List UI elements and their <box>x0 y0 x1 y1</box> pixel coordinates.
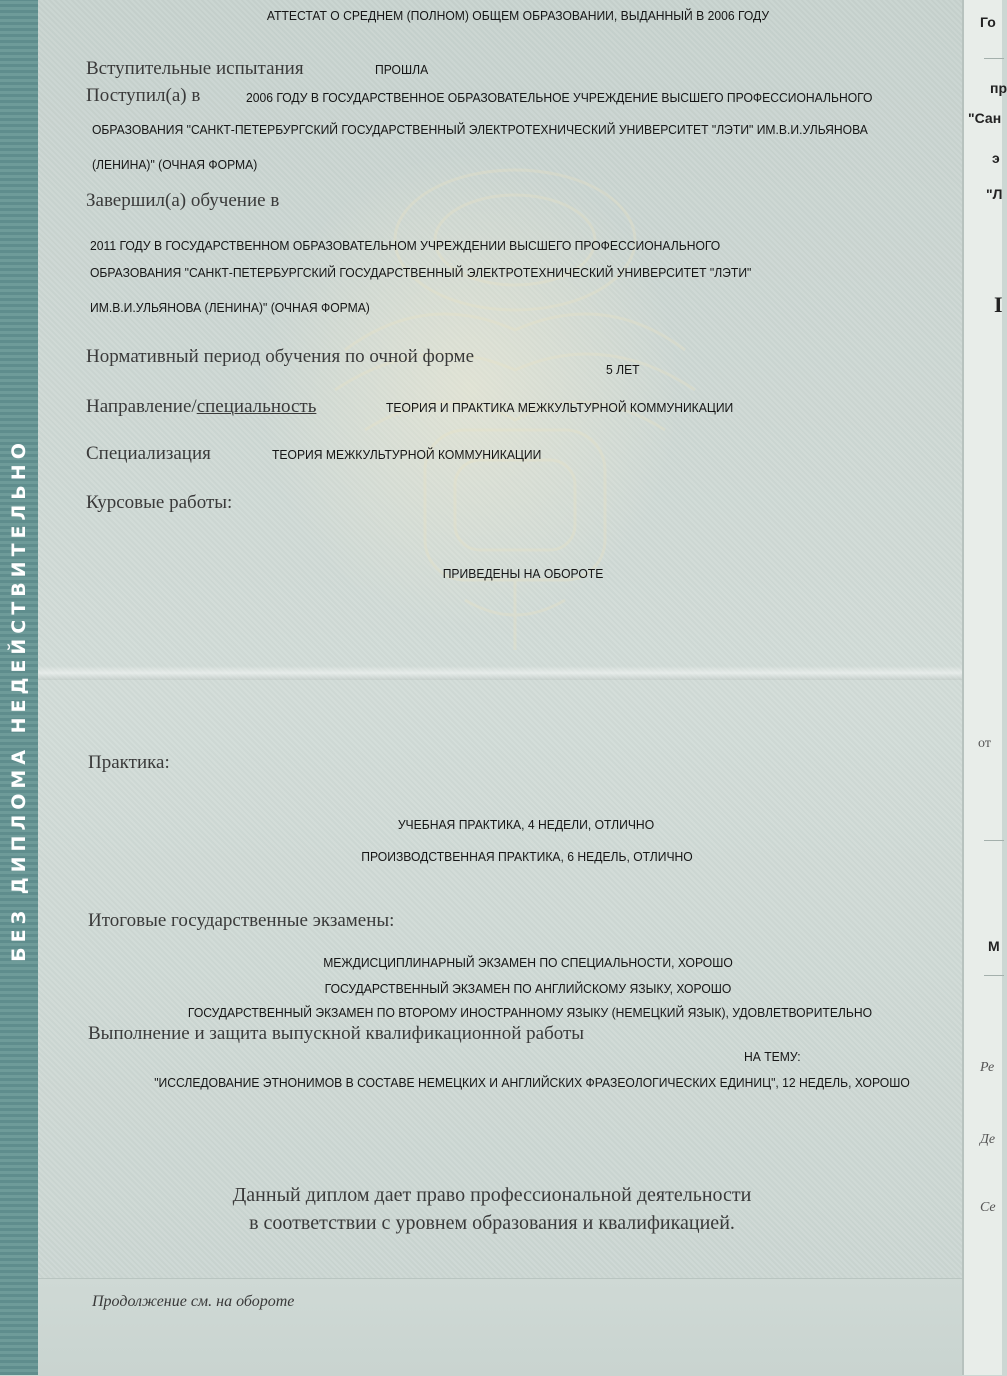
rights-line-1: Данный диплом дает право профессиональной деятельности <box>232 1184 752 1206</box>
side-strip-text: БЕЗ ДИПЛОМА НЕДЕЙСТВИТЕЛЬНО <box>8 438 30 962</box>
enrolled-line-2: ОБРАЗОВАНИЯ "САНКТ-ПЕТЕРБУРГСКИЙ ГОСУДАРСТВЕННЫЙ ЭЛЕКТРОТЕХНИЧЕСКИЙ УНИВЕРСИТЕТ "ЛЭТИ" ИМ.В.И.УЛЬЯНОВА <box>92 122 868 137</box>
specialization-label: Специализация <box>86 443 211 464</box>
facing-page-edge <box>962 0 1007 1375</box>
facing-page-fragment: Ре <box>980 1060 995 1075</box>
facing-page-fragment: от <box>978 736 991 751</box>
continued-note: Продолжение см. на обороте <box>92 1293 295 1310</box>
facing-page-fragment: I <box>994 292 1003 317</box>
facing-page-fragment: М <box>988 938 1000 954</box>
period-label: Нормативный период обучения по очной форме <box>86 346 475 367</box>
enrolled-line-1: 2006 ГОДУ В ГОСУДАРСТВЕННОЕ ОБРАЗОВАТЕЛЬНОЕ УЧРЕЖДЕНИЕ ВЫСШЕГО ПРОФЕССИОНАЛЬНОГО <box>246 90 873 105</box>
period-value: 5 ЛЕТ <box>606 362 640 377</box>
practice-item: ПРОИЗВОДСТВЕННАЯ ПРАКТИКА, 6 НЕДЕЛЬ, ОТЛИЧНО <box>361 849 693 864</box>
specialization-value: ТЕОРИЯ МЕЖКУЛЬТУРНОЙ КОММУНИКАЦИИ <box>272 447 542 462</box>
practice-label: Практика: <box>88 752 170 773</box>
attestat-line: АТТЕСТАТ О СРЕДНЕМ (ПОЛНОМ) ОБЩЕМ ОБРАЗОВАНИИ, ВЫДАННЫЙ В 2006 ГОДУ <box>266 8 770 23</box>
enrolled-line-3: (ЛЕНИНА)" (ОЧНАЯ ФОРМА) <box>92 157 258 172</box>
direction-label <box>86 396 316 418</box>
facing-page-fragment: "Л <box>986 186 1003 202</box>
entrance-value: ПРОШЛА <box>375 62 429 77</box>
completed-line-1: 2011 ГОДУ В ГОСУДАРСТВЕННОМ ОБРАЗОВАТЕЛЬНОМ УЧРЕЖДЕНИИ ВЫСШЕГО ПРОФЕССИОНАЛЬНОГО <box>90 238 721 253</box>
facing-page-fragment: Де <box>980 1132 996 1147</box>
facing-page-fragment: Го <box>980 14 996 30</box>
direction-label-underlined: специальность <box>196 396 317 417</box>
facing-page-rule <box>984 975 1004 976</box>
side-security-strip <box>0 0 38 1375</box>
completed-label: Завершил(а) обучение в <box>86 190 280 211</box>
practice-item: УЧЕБНАЯ ПРАКТИКА, 4 НЕДЕЛИ, ОТЛИЧНО <box>397 817 655 832</box>
page-fold-line <box>38 666 963 680</box>
facing-page-fragment: э <box>992 150 1000 166</box>
coursework-value: ПРИВЕДЕНЫ НА ОБОРОТЕ <box>442 566 604 581</box>
completed-line-3: ИМ.В.И.УЛЬЯНОВА (ЛЕНИНА)" (ОЧНАЯ ФОРМА) <box>90 300 370 315</box>
direction-value: ТЕОРИЯ И ПРАКТИКА МЕЖКУЛЬТУРНОЙ КОММУНИКАЦИИ <box>386 400 734 415</box>
exams-label: Итоговые государственные экзамены: <box>88 910 395 931</box>
rights-line-2: в соответствии с уровнем образования и квалификацией. <box>249 1212 735 1234</box>
facing-page-rule <box>984 840 1004 841</box>
enrolled-label: Поступил(а) в <box>86 85 201 106</box>
facing-page-rule <box>984 58 1004 59</box>
coursework-label: Курсовые работы: <box>86 492 233 513</box>
entrance-label: Вступительные испытания <box>86 58 304 79</box>
direction-label-prefix: Направление/ <box>86 396 197 417</box>
facing-page-fragment: Се <box>980 1200 996 1215</box>
exam-item: ГОСУДАРСТВЕННЫЙ ЭКЗАМЕН ПО АНГЛИЙСКОМУ ЯЗЫКУ, ХОРОШО <box>324 981 732 996</box>
thesis-topic: "ИССЛЕДОВАНИЕ ЭТНОНИМОВ В СОСТАВЕ НЕМЕЦКИХ И АНГЛИЙСКИХ ФРАЗЕОЛОГИЧЕСКИХ ЕДИНИЦ", 12 НЕДЕЛЬ, ХОРОШО <box>154 1075 910 1090</box>
thesis-topic-label: НА ТЕМУ: <box>744 1049 801 1064</box>
completed-line-2: ОБРАЗОВАНИЯ "САНКТ-ПЕТЕРБУРГСКИЙ ГОСУДАРСТВЕННЫЙ ЭЛЕКТРОТЕХНИЧЕСКИЙ УНИВЕРСИТЕТ "ЛЭТИ" <box>90 265 752 280</box>
thesis-label: Выполнение и защита выпускной квалификационной работы <box>88 1023 585 1044</box>
facing-page-fragment: пр <box>990 80 1007 96</box>
exam-item: МЕЖДИСЦИПЛИНАРНЫЙ ЭКЗАМЕН ПО СПЕЦИАЛЬНОСТИ, ХОРОШО <box>323 955 733 970</box>
exam-item: ГОСУДАРСТВЕННЫЙ ЭКЗАМЕН ПО ВТОРОМУ ИНОСТРАННОМУ ЯЗЫКУ (НЕМЕЦКИЙ ЯЗЫК), УДОВЛЕТВОРИТЕЛЬНО <box>187 1005 873 1020</box>
facing-page-fragment: "Сан <box>968 110 1002 126</box>
